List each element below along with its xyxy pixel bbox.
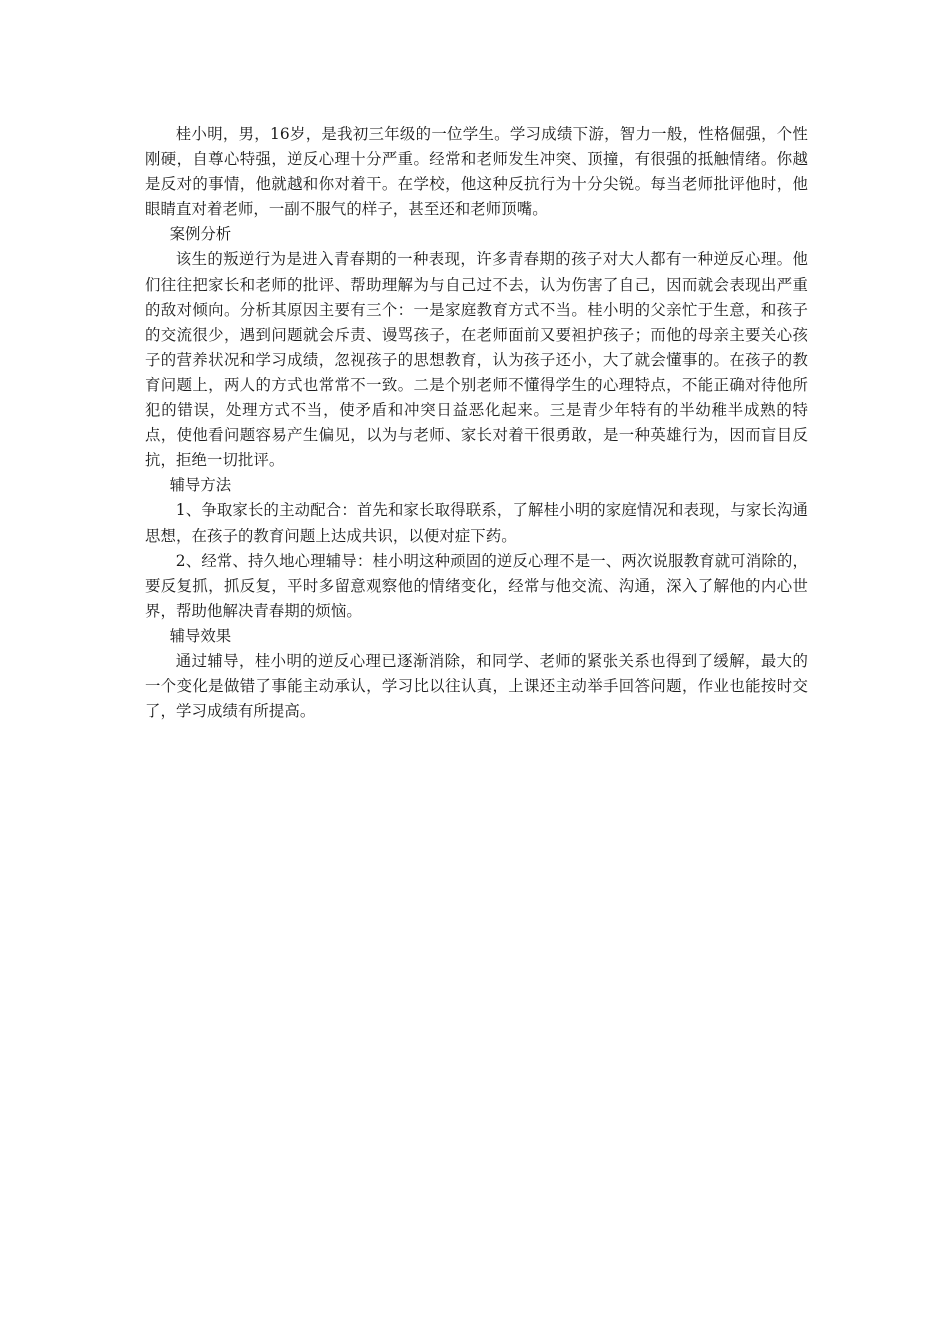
counseling-effect-heading: 辅导效果 bbox=[169, 626, 232, 645]
method-item-2: 2、经常、持久地心理辅导：桂小明这种顽固的逆反心理不是一、两次说服教育就可消除的，要反复抓，抓反复，平时多留意观察他的情绪变化，经常与他交流、沟通，深入了解他的内心世界，帮助他解决青春期的烦恼。 bbox=[145, 551, 808, 620]
document-body bbox=[145, 122, 808, 724]
counseling-effect-paragraph: 通过辅导，桂小明的逆反心理已逐渐消除，和同学、老师的紧张关系也得到了缓解，最大的一个变化是做错了事能主动承认，学习比以往认真，上课还主动举手回答问题，作业也能按时交了，学习成绩有所提高。 bbox=[145, 651, 808, 721]
case-analysis-heading: 案例分析 bbox=[169, 225, 232, 244]
case-analysis-paragraph: 该生的叛逆行为是进入青春期的一种表现，许多青春期的孩子对大人都有一种逆反心理。他们往往把家长和老师的批评、帮助理解为与自己过不去，认为伤害了自己，因而就会表现出严重的敌对倾向。分析其原因主要有三个：一是家庭教育方式不当。桂小明的父亲忙于生意，和孩子的交流很少，遇到问题就会斥责、谩骂孩子，在老师面前又要袒护孩子；而他的母亲主要关心孩子的营养状况和学习成绩，忽视孩子的思想教育，认为孩子还小，大了就会懂事的。在孩子的教育问题上，两人的方式也常常不一致。二是个别老师不懂得学生的心理特点，不能正确对待他所犯的错误，处理方式不当，使矛盾和冲突日益恶化起来。三是青少年特有的半幼稚半成熟的特点，使他看问题容易产生偏见，以为与老师、家长对着干很勇敢，是一种英雄行为，因而盲目反抗，拒绝一切批评。 bbox=[145, 250, 808, 470]
counseling-method-heading: 辅导方法 bbox=[169, 476, 232, 495]
method-item-1: 1、争取家长的主动配合：首先和家长取得联系，了解桂小明的家庭情况和表现，与家长沟通思想，在孩子的教育问题上达成共识，以便对症下药。 bbox=[145, 501, 808, 545]
case-intro-paragraph: 桂小明，男，16岁，是我初三年级的一位学生。学习成绩下游，智力一般，性格倔强，个性刚硬，自尊心特强，逆反心理十分严重。经常和老师发生冲突、顶撞，有很强的抵触情绪。你越是反对的事情，他就越和你对着干。在学校，他这种反抗行为十分尖锐。每当老师批评他时，他眼睛直对着老师，一副不服气的样子，甚至还和老师顶嘴。 bbox=[145, 125, 808, 219]
